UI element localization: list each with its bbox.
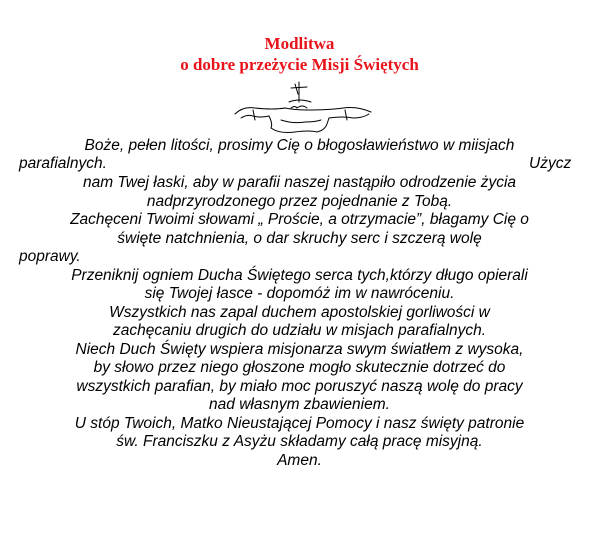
prayer-line: Przeniknij ogniem Ducha Świętego serca tych,którzy długo opierali bbox=[71, 267, 528, 284]
prayer-line: nam Twej łaski, aby w parafii naszej nastąpiło odrodzenie życia bbox=[82, 174, 517, 191]
title-heading: Modlitwa bbox=[264, 34, 335, 53]
prayer-line: wszystkich parafian, by miało moc poruszyć naszą wolę do pracy bbox=[76, 378, 523, 395]
prayer-line: Boże, pełen litości, prosimy Cię o błogosławieństwo w miisjach bbox=[84, 137, 515, 154]
prayer-line: Niech Duch Święty wspiera misjonarza swym światłem z wysoka, bbox=[75, 341, 524, 358]
prayer-line: nad własnym zbawieniem. bbox=[209, 396, 390, 413]
prayer-line: święte natchnienia, o dar skruchy serc i szczerą wolę bbox=[117, 230, 482, 247]
prayer-line: poprawy. bbox=[19, 248, 81, 265]
prayer-line: Zachęceni Twoimi słowami „ Proście, a otrzymacie”, błagamy Cię o bbox=[70, 211, 529, 228]
prayer-line: nadprzyrodzonego przez pojednanie z Tobą. bbox=[146, 193, 453, 210]
prayer-line: św. Franciszku z Asyżu składamy całą pracę misyjną. bbox=[116, 433, 483, 450]
title-subheading: o dobre przeżycie Misji Świętych bbox=[180, 55, 419, 74]
prayer-line: zachęcaniu drugich do udziału w misjach parafialnych. bbox=[112, 322, 487, 339]
prayer-line: Użycz bbox=[529, 155, 572, 172]
prayer-line: parafialnych. bbox=[19, 155, 107, 172]
prayer-line: U stóp Twoich, Matko Nieustającej Pomocy i nasz święty patronie bbox=[74, 415, 525, 432]
prayer-line: by słowo przez niego głoszone mogło skutecznie dotrzeć do bbox=[93, 359, 506, 376]
prayer-line: Wszystkich nas zapal duchem apostolskiej gorliwości w bbox=[109, 304, 490, 321]
prayer-line: Amen. bbox=[277, 452, 322, 469]
prayer-line: się Twojej łasce - dopomóż im w nawróceniu. bbox=[144, 285, 455, 302]
